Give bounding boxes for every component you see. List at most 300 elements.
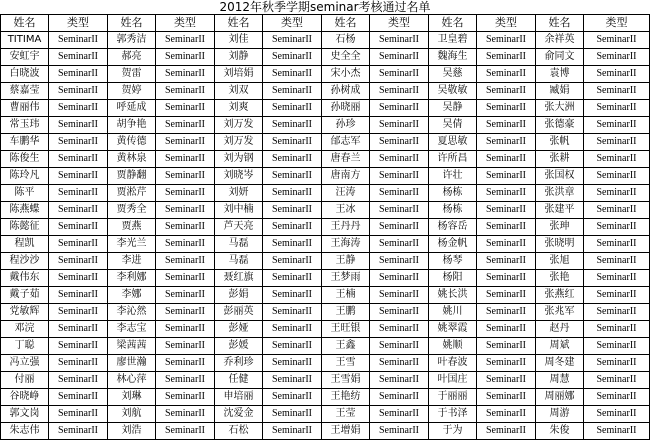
- table-row: [1, 236, 650, 253]
- seminar-type-cell: SeminarII: [584, 32, 650, 49]
- student-name-cell: 乔利珍: [215, 355, 263, 372]
- student-name-cell: 于书泽: [429, 406, 477, 423]
- student-name-cell: 石松: [215, 423, 263, 440]
- student-name-cell: 胡争艳: [108, 117, 156, 134]
- seminar-type-cell: SeminarII: [156, 321, 215, 338]
- student-name-cell: 姚翠霞: [429, 321, 477, 338]
- student-name-cell: 芦天亮: [215, 219, 263, 236]
- seminar-type-cell: SeminarII: [49, 338, 108, 355]
- header-type-cell: 类型: [49, 15, 108, 32]
- seminar-type-cell: SeminarII: [263, 372, 322, 389]
- seminar-type-cell: SeminarII: [263, 32, 322, 49]
- student-name-cell: 俞同文: [536, 49, 584, 66]
- seminar-type-cell: SeminarII: [477, 321, 536, 338]
- header-name-cell: 姓名: [1, 15, 49, 32]
- seminar-type-cell: SeminarII: [370, 270, 429, 287]
- student-name-cell: 白晓波: [1, 66, 49, 83]
- seminar-type-cell: SeminarII: [156, 270, 215, 287]
- student-name-cell: 贺婷: [108, 83, 156, 100]
- table-row: [1, 253, 650, 270]
- seminar-type-cell: SeminarII: [477, 117, 536, 134]
- seminar-type-cell: SeminarII: [584, 304, 650, 321]
- student-name-cell: 任健: [215, 372, 263, 389]
- student-name-cell: 郭秀洁: [108, 32, 156, 49]
- header-row: [1, 15, 650, 32]
- table-row: [1, 100, 650, 117]
- seminar-type-cell: SeminarII: [49, 423, 108, 440]
- student-name-cell: 张耕: [536, 151, 584, 168]
- student-name-cell: 黄林泉: [108, 151, 156, 168]
- student-name-cell: 李进: [108, 253, 156, 270]
- seminar-type-cell: SeminarII: [263, 134, 322, 151]
- seminar-type-cell: SeminarII: [49, 219, 108, 236]
- seminar-type-cell: SeminarII: [263, 66, 322, 83]
- student-name-cell: 孙晓丽: [322, 100, 370, 117]
- student-name-cell: 车鹏华: [1, 134, 49, 151]
- student-name-cell: 申培丽: [215, 389, 263, 406]
- seminar-type-cell: SeminarII: [370, 253, 429, 270]
- seminar-type-cell: SeminarII: [263, 236, 322, 253]
- student-name-cell: 李利娜: [108, 270, 156, 287]
- table-row: [1, 423, 650, 440]
- student-name-cell: 王楠: [322, 287, 370, 304]
- seminar-type-cell: SeminarII: [49, 168, 108, 185]
- student-name-cell: 陈玲凡: [1, 168, 49, 185]
- seminar-type-cell: SeminarII: [477, 168, 536, 185]
- seminar-type-cell: SeminarII: [370, 134, 429, 151]
- seminar-type-cell: SeminarII: [263, 83, 322, 100]
- seminar-type-cell: SeminarII: [156, 219, 215, 236]
- student-name-cell: 王丹丹: [322, 219, 370, 236]
- seminar-type-cell: SeminarII: [584, 236, 650, 253]
- student-name-cell: 马磊: [215, 253, 263, 270]
- student-name-cell: 安虹宇: [1, 49, 49, 66]
- header-name-cell: 姓名: [536, 15, 584, 32]
- seminar-type-cell: SeminarII: [263, 389, 322, 406]
- seminar-type-cell: SeminarII: [584, 66, 650, 83]
- table-row: [1, 202, 650, 219]
- seminar-type-cell: SeminarII: [477, 270, 536, 287]
- seminar-type-cell: SeminarII: [370, 117, 429, 134]
- student-name-cell: 吴倩: [429, 117, 477, 134]
- seminar-type-cell: SeminarII: [370, 321, 429, 338]
- student-name-cell: 彭丽英: [215, 304, 263, 321]
- seminar-type-cell: SeminarII: [370, 168, 429, 185]
- seminar-type-cell: SeminarII: [477, 151, 536, 168]
- student-name-cell: 许所昌: [429, 151, 477, 168]
- student-name-cell: 廖世瀚: [108, 355, 156, 372]
- student-name-cell: 朱志伟: [1, 423, 49, 440]
- seminar-type-cell: SeminarII: [370, 100, 429, 117]
- seminar-type-cell: SeminarII: [477, 338, 536, 355]
- seminar-type-cell: SeminarII: [49, 236, 108, 253]
- seminar-type-cell: SeminarII: [477, 100, 536, 117]
- student-name-cell: 贾秀全: [108, 202, 156, 219]
- seminar-type-cell: SeminarII: [584, 355, 650, 372]
- student-name-cell: 许壮: [429, 168, 477, 185]
- student-name-cell: 刘航: [108, 406, 156, 423]
- seminar-type-cell: SeminarII: [477, 49, 536, 66]
- seminar-type-cell: SeminarII: [584, 219, 650, 236]
- student-name-cell: 呼延成: [108, 100, 156, 117]
- student-name-cell: 陈懿征: [1, 219, 49, 236]
- student-name-cell: 贾静翻: [108, 168, 156, 185]
- seminar-type-cell: SeminarII: [49, 66, 108, 83]
- seminar-type-cell: SeminarII: [477, 287, 536, 304]
- student-name-cell: 叶春波: [429, 355, 477, 372]
- student-name-cell: 彭媛: [215, 338, 263, 355]
- table-row: [1, 389, 650, 406]
- student-name-cell: 王增娟: [322, 423, 370, 440]
- student-name-cell: 刘浩: [108, 423, 156, 440]
- student-name-cell: 叶国庄: [429, 372, 477, 389]
- student-name-cell: 沈爱金: [215, 406, 263, 423]
- student-name-cell: TITIMA: [1, 32, 49, 49]
- student-name-cell: 刘万发: [215, 117, 263, 134]
- seminar-type-cell: SeminarII: [263, 321, 322, 338]
- student-name-cell: 贾淞芹: [108, 185, 156, 202]
- seminar-type-cell: SeminarII: [477, 236, 536, 253]
- student-name-cell: 王海涛: [322, 236, 370, 253]
- seminar-type-cell: SeminarII: [477, 66, 536, 83]
- student-name-cell: 张晓明: [536, 236, 584, 253]
- student-name-cell: 杨容岳: [429, 219, 477, 236]
- student-name-cell: 夏思敏: [429, 134, 477, 151]
- seminar-type-cell: SeminarII: [49, 151, 108, 168]
- student-name-cell: 蔡嘉莹: [1, 83, 49, 100]
- table-row: [1, 66, 650, 83]
- table-row: [1, 185, 650, 202]
- seminar-type-cell: SeminarII: [584, 287, 650, 304]
- student-name-cell: 戴伟东: [1, 270, 49, 287]
- seminar-type-cell: SeminarII: [49, 253, 108, 270]
- seminar-type-cell: SeminarII: [263, 219, 322, 236]
- student-name-cell: 史全全: [322, 49, 370, 66]
- header-name-cell: 姓名: [429, 15, 477, 32]
- seminar-type-cell: SeminarII: [584, 406, 650, 423]
- student-name-cell: 王莹: [322, 406, 370, 423]
- student-name-cell: 杨栋: [429, 202, 477, 219]
- student-name-cell: 姚长洪: [429, 287, 477, 304]
- seminar-type-cell: SeminarII: [156, 423, 215, 440]
- seminar-type-cell: SeminarII: [584, 151, 650, 168]
- student-name-cell: 刘万发: [215, 134, 263, 151]
- seminar-type-cell: SeminarII: [477, 406, 536, 423]
- student-name-cell: 梁茜茜: [108, 338, 156, 355]
- seminar-type-cell: SeminarII: [477, 372, 536, 389]
- seminar-type-cell: SeminarII: [156, 304, 215, 321]
- seminar-type-cell: SeminarII: [156, 355, 215, 372]
- student-name-cell: 聂红旗: [215, 270, 263, 287]
- student-name-cell: 周斌: [536, 338, 584, 355]
- seminar-type-cell: SeminarII: [370, 406, 429, 423]
- student-name-cell: 常玉玮: [1, 117, 49, 134]
- student-name-cell: 杨阳: [429, 270, 477, 287]
- student-name-cell: 张大洲: [536, 100, 584, 117]
- student-name-cell: 戴子茹: [1, 287, 49, 304]
- student-name-cell: 王梦雨: [322, 270, 370, 287]
- student-name-cell: 陈平: [1, 185, 49, 202]
- student-name-cell: 刘妍: [215, 185, 263, 202]
- student-name-cell: 贾燕: [108, 219, 156, 236]
- table-row: [1, 270, 650, 287]
- seminar-type-cell: SeminarII: [584, 389, 650, 406]
- student-name-cell: 杨琴: [429, 253, 477, 270]
- student-name-cell: 陈俊生: [1, 151, 49, 168]
- seminar-type-cell: SeminarII: [49, 185, 108, 202]
- seminar-type-cell: SeminarII: [584, 185, 650, 202]
- table-row: [1, 219, 650, 236]
- seminar-type-cell: SeminarII: [370, 219, 429, 236]
- seminar-type-cell: SeminarII: [156, 253, 215, 270]
- header-name-cell: 姓名: [108, 15, 156, 32]
- seminar-type-cell: SeminarII: [584, 423, 650, 440]
- student-name-cell: 朱俊: [536, 423, 584, 440]
- header-type-cell: 类型: [156, 15, 215, 32]
- table-row: [1, 355, 650, 372]
- seminar-type-cell: SeminarII: [370, 304, 429, 321]
- student-name-cell: 李光兰: [108, 236, 156, 253]
- seminar-type-cell: SeminarII: [156, 287, 215, 304]
- header-type-cell: 类型: [370, 15, 429, 32]
- seminar-type-cell: SeminarII: [584, 100, 650, 117]
- student-name-cell: 王雪娟: [322, 372, 370, 389]
- seminar-type-cell: SeminarII: [370, 372, 429, 389]
- seminar-type-cell: SeminarII: [477, 219, 536, 236]
- student-name-cell: 唐南方: [322, 168, 370, 185]
- seminar-type-cell: SeminarII: [370, 287, 429, 304]
- seminar-type-cell: SeminarII: [49, 287, 108, 304]
- results-table: [0, 14, 650, 440]
- table-row: [1, 287, 650, 304]
- table-row: [1, 117, 650, 134]
- seminar-type-cell: SeminarII: [263, 355, 322, 372]
- student-name-cell: 王静: [322, 253, 370, 270]
- student-name-cell: 王鹏: [322, 304, 370, 321]
- student-name-cell: 丁聪: [1, 338, 49, 355]
- student-name-cell: 王旺银: [322, 321, 370, 338]
- seminar-type-cell: SeminarII: [156, 236, 215, 253]
- student-name-cell: 张德豪: [536, 117, 584, 134]
- seminar-type-cell: SeminarII: [156, 185, 215, 202]
- seminar-type-cell: SeminarII: [584, 134, 650, 151]
- seminar-type-cell: SeminarII: [49, 406, 108, 423]
- seminar-type-cell: SeminarII: [156, 66, 215, 83]
- student-name-cell: 刘佳: [215, 32, 263, 49]
- student-name-cell: 王冰: [322, 202, 370, 219]
- seminar-type-cell: SeminarII: [584, 270, 650, 287]
- student-name-cell: 张帆: [536, 134, 584, 151]
- seminar-type-cell: SeminarII: [370, 236, 429, 253]
- seminar-type-cell: SeminarII: [156, 406, 215, 423]
- seminar-type-cell: SeminarII: [263, 270, 322, 287]
- student-name-cell: 吴慈: [429, 66, 477, 83]
- table-body: [1, 32, 650, 440]
- student-name-cell: 刘晓岑: [215, 168, 263, 185]
- seminar-type-cell: SeminarII: [156, 202, 215, 219]
- seminar-type-cell: SeminarII: [49, 49, 108, 66]
- student-name-cell: 刘培娟: [215, 66, 263, 83]
- seminar-type-cell: SeminarII: [49, 134, 108, 151]
- student-name-cell: 张艳: [536, 270, 584, 287]
- seminar-type-cell: SeminarII: [263, 168, 322, 185]
- table-row: [1, 32, 650, 49]
- seminar-type-cell: SeminarII: [156, 389, 215, 406]
- student-name-cell: 张珅: [536, 219, 584, 236]
- student-name-cell: 姚顺: [429, 338, 477, 355]
- seminar-type-cell: SeminarII: [49, 389, 108, 406]
- student-name-cell: 邰志军: [322, 134, 370, 151]
- student-name-cell: 臧娟: [536, 83, 584, 100]
- student-name-cell: 程沙沙: [1, 253, 49, 270]
- student-name-cell: 张燕红: [536, 287, 584, 304]
- seminar-type-cell: SeminarII: [370, 338, 429, 355]
- student-name-cell: 刘双: [215, 83, 263, 100]
- seminar-type-cell: SeminarII: [156, 338, 215, 355]
- student-name-cell: 张国权: [536, 168, 584, 185]
- seminar-type-cell: SeminarII: [263, 202, 322, 219]
- student-name-cell: 魏海生: [429, 49, 477, 66]
- table-row: [1, 134, 650, 151]
- student-name-cell: 唐春兰: [322, 151, 370, 168]
- seminar-type-cell: SeminarII: [477, 83, 536, 100]
- student-name-cell: 于为: [429, 423, 477, 440]
- student-name-cell: 邓浣: [1, 321, 49, 338]
- seminar-type-cell: SeminarII: [584, 117, 650, 134]
- seminar-type-cell: SeminarII: [370, 389, 429, 406]
- seminar-type-cell: SeminarII: [477, 32, 536, 49]
- seminar-type-cell: SeminarII: [477, 355, 536, 372]
- seminar-type-cell: SeminarII: [49, 100, 108, 117]
- header-type-cell: 类型: [477, 15, 536, 32]
- seminar-type-cell: SeminarII: [49, 321, 108, 338]
- seminar-type-cell: SeminarII: [263, 49, 322, 66]
- student-name-cell: 孙树成: [322, 83, 370, 100]
- seminar-type-cell: SeminarII: [263, 185, 322, 202]
- student-name-cell: 程凯: [1, 236, 49, 253]
- student-name-cell: 吴敬敏: [429, 83, 477, 100]
- seminar-type-cell: SeminarII: [156, 134, 215, 151]
- seminar-type-cell: SeminarII: [49, 372, 108, 389]
- seminar-type-cell: SeminarII: [584, 202, 650, 219]
- table-row: [1, 338, 650, 355]
- seminar-type-cell: SeminarII: [156, 168, 215, 185]
- table-row: [1, 406, 650, 423]
- student-name-cell: 付丽: [1, 372, 49, 389]
- seminar-type-cell: SeminarII: [156, 100, 215, 117]
- seminar-type-cell: SeminarII: [263, 304, 322, 321]
- student-name-cell: 彭娅: [215, 321, 263, 338]
- seminar-type-cell: SeminarII: [584, 83, 650, 100]
- seminar-type-cell: SeminarII: [156, 49, 215, 66]
- student-name-cell: 谷晓峥: [1, 389, 49, 406]
- student-name-cell: 卫皇碧: [429, 32, 477, 49]
- header-type-cell: 类型: [263, 15, 322, 32]
- seminar-type-cell: SeminarII: [477, 134, 536, 151]
- seminar-type-cell: SeminarII: [584, 321, 650, 338]
- seminar-type-cell: SeminarII: [477, 389, 536, 406]
- student-name-cell: 王鑫: [322, 338, 370, 355]
- seminar-type-cell: SeminarII: [263, 117, 322, 134]
- seminar-type-cell: SeminarII: [49, 83, 108, 100]
- seminar-type-cell: SeminarII: [49, 355, 108, 372]
- student-name-cell: 余祥英: [536, 32, 584, 49]
- table-row: [1, 372, 650, 389]
- table-row: [1, 83, 650, 100]
- seminar-type-cell: SeminarII: [156, 151, 215, 168]
- student-name-cell: 林心萍: [108, 372, 156, 389]
- seminar-type-cell: SeminarII: [156, 117, 215, 134]
- student-name-cell: 李志宝: [108, 321, 156, 338]
- student-name-cell: 刘静: [215, 49, 263, 66]
- seminar-type-cell: SeminarII: [477, 253, 536, 270]
- student-name-cell: 王雪: [322, 355, 370, 372]
- seminar-type-cell: SeminarII: [584, 168, 650, 185]
- seminar-type-cell: SeminarII: [263, 338, 322, 355]
- student-name-cell: 周冬建: [536, 355, 584, 372]
- seminar-type-cell: SeminarII: [370, 32, 429, 49]
- seminar-type-cell: SeminarII: [49, 32, 108, 49]
- seminar-type-cell: SeminarII: [370, 423, 429, 440]
- seminar-type-cell: SeminarII: [584, 372, 650, 389]
- student-name-cell: 张旭: [536, 253, 584, 270]
- student-name-cell: 王艳纺: [322, 389, 370, 406]
- seminar-type-cell: SeminarII: [156, 83, 215, 100]
- student-name-cell: 杨金帆: [429, 236, 477, 253]
- student-name-cell: 刘为钢: [215, 151, 263, 168]
- seminar-type-cell: SeminarII: [263, 151, 322, 168]
- seminar-type-cell: SeminarII: [370, 66, 429, 83]
- table-row: [1, 321, 650, 338]
- seminar-type-cell: SeminarII: [477, 423, 536, 440]
- student-name-cell: 姚川: [429, 304, 477, 321]
- student-name-cell: 于丽丽: [429, 389, 477, 406]
- student-name-cell: 刘中楠: [215, 202, 263, 219]
- seminar-type-cell: SeminarII: [263, 100, 322, 117]
- seminar-type-cell: SeminarII: [370, 355, 429, 372]
- student-name-cell: 曹丽伟: [1, 100, 49, 117]
- table-row: [1, 151, 650, 168]
- seminar-type-cell: SeminarII: [477, 185, 536, 202]
- student-name-cell: 刘爽: [215, 100, 263, 117]
- seminar-type-cell: SeminarII: [49, 202, 108, 219]
- seminar-type-cell: SeminarII: [370, 151, 429, 168]
- seminar-type-cell: SeminarII: [370, 49, 429, 66]
- student-name-cell: 周慧: [536, 372, 584, 389]
- student-name-cell: 郭文岗: [1, 406, 49, 423]
- student-name-cell: 冯立强: [1, 355, 49, 372]
- seminar-type-cell: SeminarII: [584, 338, 650, 355]
- seminar-type-cell: SeminarII: [584, 49, 650, 66]
- student-name-cell: 张兆军: [536, 304, 584, 321]
- seminar-type-cell: SeminarII: [477, 304, 536, 321]
- seminar-type-cell: SeminarII: [156, 32, 215, 49]
- student-name-cell: 周丽娜: [536, 389, 584, 406]
- student-name-cell: 袁博: [536, 66, 584, 83]
- student-name-cell: 党敏辉: [1, 304, 49, 321]
- seminar-type-cell: SeminarII: [370, 83, 429, 100]
- student-name-cell: 吴静: [429, 100, 477, 117]
- seminar-type-cell: SeminarII: [370, 185, 429, 202]
- student-name-cell: 郝亮: [108, 49, 156, 66]
- seminar-type-cell: SeminarII: [156, 372, 215, 389]
- sheet-title: 2012年秋季学期seminar考核通过名单: [219, 0, 431, 14]
- student-name-cell: 李娜: [108, 287, 156, 304]
- student-name-cell: 汪涛: [322, 185, 370, 202]
- student-name-cell: 李沁然: [108, 304, 156, 321]
- student-name-cell: 彭娟: [215, 287, 263, 304]
- seminar-type-cell: SeminarII: [49, 304, 108, 321]
